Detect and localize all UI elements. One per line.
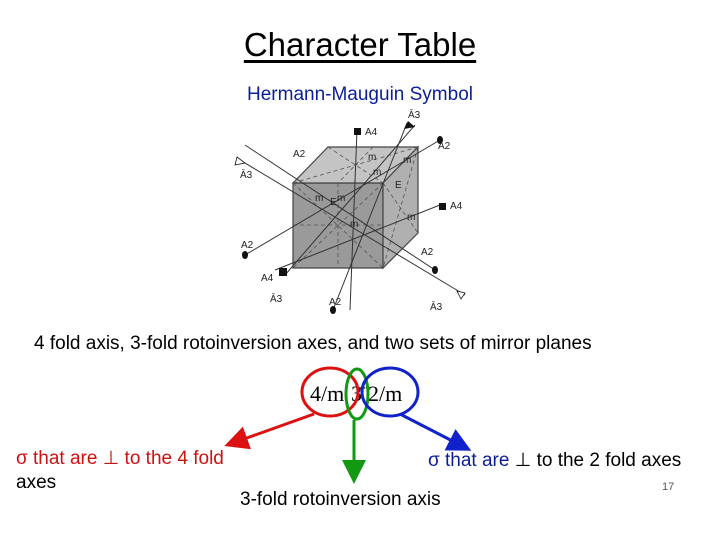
label-a3-left: Ā3 xyxy=(240,170,253,181)
right-annotation-main: that are xyxy=(445,450,510,471)
label-m-top-1: m xyxy=(368,152,377,163)
label-m-center: m xyxy=(350,219,359,230)
center-annotation: 3-fold rotoinversion axis xyxy=(240,489,441,510)
label-m-right-2: m xyxy=(407,212,416,223)
label-a4-top: A4 xyxy=(365,127,378,138)
label-m-front-2: m xyxy=(337,193,346,204)
label-a2-right: A2 xyxy=(421,247,434,258)
page-title: Character Table xyxy=(243,26,477,63)
page-number: 17 xyxy=(662,481,675,493)
label-m-top-2: m xyxy=(373,167,382,178)
symbol-part-3bar: 3̄ xyxy=(351,381,362,406)
label-a4-bottom-left: A4 xyxy=(261,273,274,284)
label-a2-top-left: A2 xyxy=(293,149,306,160)
label-e-right: E xyxy=(395,180,402,191)
label-m-right-1: m xyxy=(403,155,412,166)
cube-symmetry-diagram xyxy=(225,105,480,320)
a3-marker-right xyxy=(457,291,465,299)
left-annotation-rest: axes xyxy=(16,472,57,493)
hermann-mauguin-symbol xyxy=(300,370,430,416)
a4-marker-bottom xyxy=(279,268,287,276)
blue-arrow xyxy=(400,414,466,448)
left-sigma: σ xyxy=(16,448,28,469)
right-sigma: σ xyxy=(428,450,440,471)
label-a2-top-right: A2 xyxy=(438,141,451,152)
description-text: 4 fold axis, 3-fold rotoinversion axes, and two sets of mirror planes xyxy=(34,333,592,354)
a4-marker-right xyxy=(439,203,446,210)
a2-marker-right xyxy=(432,266,438,274)
a2-marker-left xyxy=(242,251,248,259)
label-e-front: E xyxy=(330,197,337,208)
a3-marker-top xyxy=(404,121,415,129)
symbol-part-4-m: 4/m xyxy=(310,381,345,406)
label-a4-right: A4 xyxy=(450,201,463,212)
symbol-part-2-m: 2/m xyxy=(368,381,403,406)
left-annotation-main: that are ⊥ to the 4 fold xyxy=(33,448,224,469)
left-annotation xyxy=(16,447,286,495)
right-annotation xyxy=(428,449,720,472)
label-a3-bottom-left: Ā3 xyxy=(270,294,283,305)
right-annotation-rest: ⊥ to the 2 fold axes xyxy=(514,450,682,471)
label-a3-bottom-right: Ā3 xyxy=(430,302,443,313)
label-a2-bottom: A2 xyxy=(329,297,342,308)
label-m-front: m xyxy=(315,193,324,204)
label-a2-left: A2 xyxy=(241,240,254,251)
subtitle: Hermann-Mauguin Symbol xyxy=(247,84,473,105)
red-arrow xyxy=(230,414,314,444)
label-a3-top: Ā3 xyxy=(408,110,421,121)
a3-marker-left xyxy=(235,157,245,165)
a4-marker-top xyxy=(354,128,361,135)
